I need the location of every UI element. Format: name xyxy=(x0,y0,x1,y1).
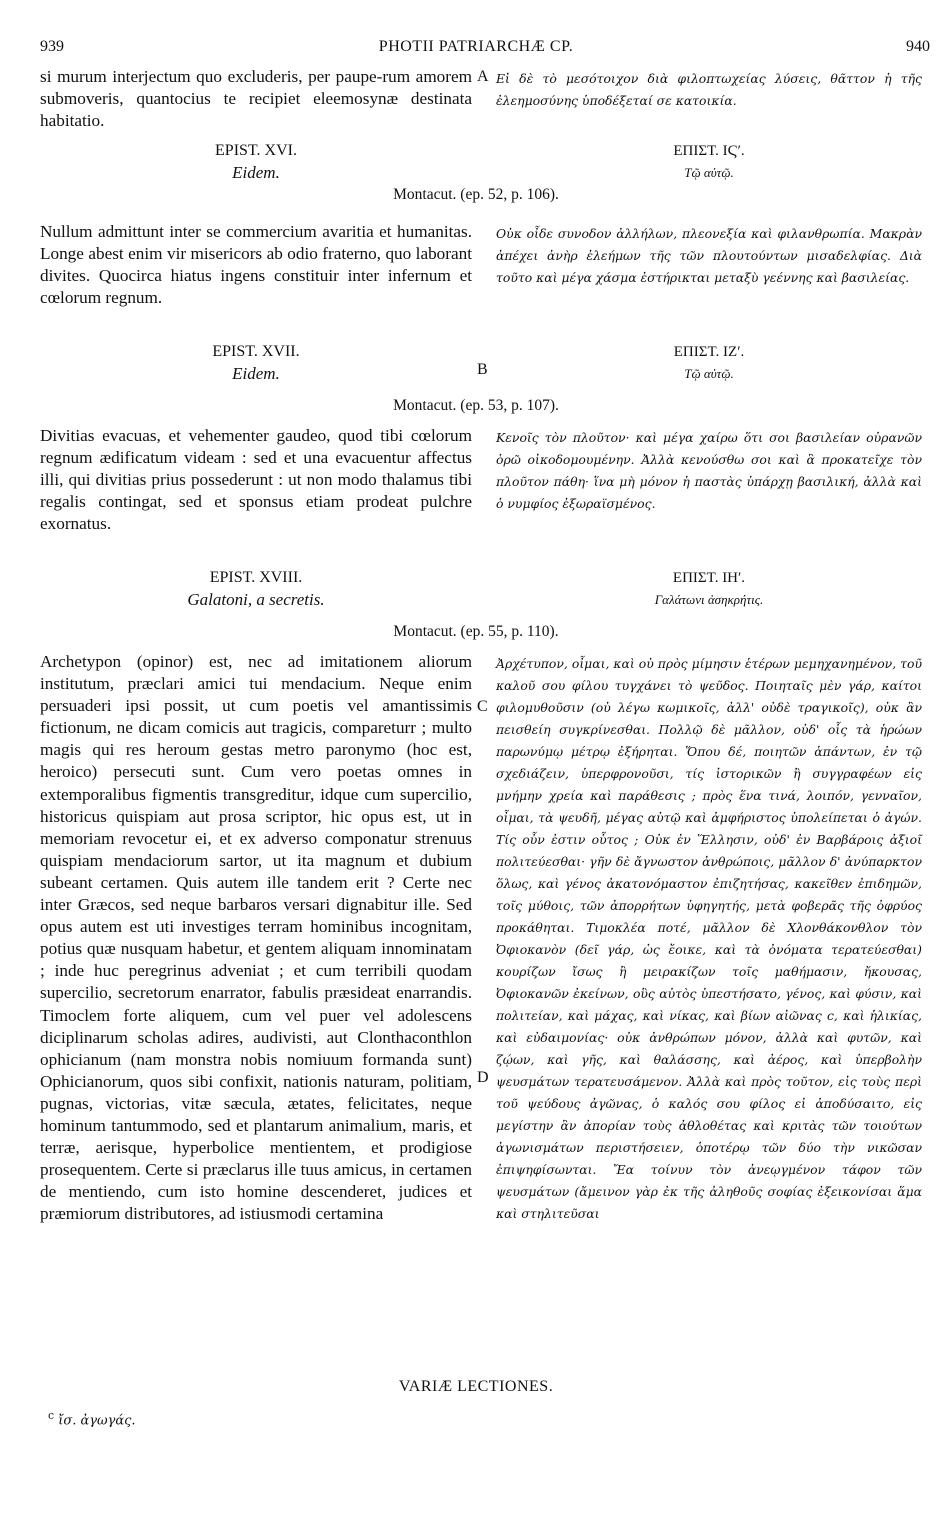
greek-passage-xvii xyxy=(496,427,922,515)
epistle-addressee-latin: Eidem. xyxy=(232,364,280,383)
epistle-addressee-greek: Τῷ αὐτῷ. xyxy=(684,366,734,381)
source-reference: Montacut. (ep. 52, p. 106). xyxy=(393,186,559,203)
greek-passage-continuation xyxy=(496,68,922,112)
latin-passage-continuation xyxy=(40,66,472,132)
latin-text: Divitias evacuas, et vehementer gaudeo, quod tibi cœlorum regnum ædificatum videam : sed et una evacuentur affectus illi, qui divitias prius possederunt : ut non modo thalamus tibi regalis contingat, sed et sponsus etiam prodeat pulchre exornatus. xyxy=(40,426,472,534)
margin-letter-d: D xyxy=(477,1069,489,1086)
footnote xyxy=(48,1409,136,1428)
epistle-heading-greek: ΕΠΙΣΤ. ΙΖʹ. xyxy=(673,344,745,360)
page-number-left: 939 xyxy=(40,38,64,55)
latin-text: si murum interjectum quo excluderis, per paupe-rum amorem submoveris, quantocius te recipiet eleemosynæ destinata habitatio. xyxy=(40,67,472,131)
latin-text: Nullum admittunt inter se commercium avaritia et humanitas. Longe abest enim vir misericors ab odio fraterno, quo laborant divites. Quocirca hiatus ingens constituir inter infernum et cœlorum regnum. xyxy=(40,222,472,308)
epistle-heading-greek: ΕΠΙΣΤ. ΙΗʹ. xyxy=(672,570,746,586)
latin-passage-xvii xyxy=(40,425,472,535)
running-title: PHOTII PATRIARCHÆ CP. xyxy=(378,38,574,55)
epistle-heading-greek: ΕΠΙΣΤ. ΙϚʹ. xyxy=(673,143,745,159)
latin-passage-xviii xyxy=(40,651,472,1225)
epistle-heading-latin: EPIST. XVI. xyxy=(215,142,297,159)
source-reference: Montacut. (ep. 53, p. 107). xyxy=(393,397,559,414)
greek-text: Οὐκ οἶδε συνοδον ἀλλήλων, πλεονεξία καὶ φιλανθρωπία. Μακρὰν ἀπέχει ἀνὴρ ἐλεήμων τῆς τῶν πλουτούντων μισαδελφίας. Διὰ τοῦτο καὶ μέγα χάσμα ἐστήρικται μεταξὺ γεέννης καὶ βασιλείας. xyxy=(496,226,922,285)
epistle-addressee-greek: Γαλάτωνι ἀσηκρήτις. xyxy=(654,592,764,607)
greek-passage-xvi xyxy=(496,223,922,289)
margin-letter-c: C xyxy=(477,698,488,715)
variae-lectiones-heading: VARIÆ LECTIONES. xyxy=(398,1378,554,1395)
greek-text: Ἀρχέτυπον, οἶμαι, καὶ οὐ πρὸς μίμησιν ἑτέρων μεμηχανημένον, τοῦ καλοῦ σου φίλου τυγχάνει τὸ ψεῦδος. Ποιηταῖς μὲν γάρ, καίτοι φιλομυθοῦσιν (οὐ λέγω κωμικοῖς, ἀλλ' οὐδὲ τραγικοῖς), οὐκ ἂν πεισθείη συγκρίνεσθαι. Πολλῷ δὲ μᾶλλον, οὐδ' οἷς τὰ ἡρώων παρωνύμῳ μέτρῳ ἐξήρηται. Ὅπου δέ, ποιητῶν ἁπάντων, ἐν τῷ σχεδιάζειν, ὑπερφρονοῦσι, τίς ἱστορικῶν ἢ συγγραφέων εἰς μνήμην χρεία καὶ παράθεσις ; πρὸς ἕνα τινά, λοιπόν, γενναῖον, οἶμαι, τὰ ψευδῆ, μέγας αὐτῷ καὶ ἀμφήριστος ὑπολείπεται ὁ ἀγών. Τίς οὖν ἐστιν οὗτος ; Οὐκ ἐν Ἕλλησιν, οὐδ' ἐν Βαρβάροις ἀξιοῖ πολιτεύεσθαι· γῆν δὲ ἄγνωστον ἀνθρώποις, μᾶλλον δ' ἀνύπαρκτον ὅλως, καὶ γένος ἀκατονόμαστον ἐπιζητήσας, κακεῖθεν ἐπιδημῶν, τοῖς μύθοις, τῶν ἀπορρήτων ὑφηγητής, μετὰ φοβερᾶς τῆς ὀφρύος προκάθηται. Τιμοκλέα ποτέ, μᾶλλον δὲ Χλονθάκονθλον τὸν Ὀφιοκανὸν (δεῖ γάρ, ὡς ἔοικε, καὶ τὰ ὀνόματα τερατεύεσθαι) κουρίζων ἴσως ἢ μειρακίζων τοῖς μαθήμασιν, ἤκουσας, Ὀφιοκανῶν ἐκείνων, οὓς αὐτὸς ὑπεστήσατο, γένος, καὶ φύσιν, καὶ πολιτείαν, καὶ μάχας, καὶ νίκας, καὶ βίων αἰῶνας c, καὶ ἡλικίας, καὶ εὐδαιμονίας· οὐκ ἀνθρώπων μόνον, ἀλλὰ καὶ φυτῶν, καὶ ζῴων, καὶ γῆς, καὶ θαλάσσης, καὶ ἀέρος, καὶ ὑπερβολὴν ψευσμάτων τερατευσάμενον. Ἀλλὰ καὶ πρὸς τοῦτον, εἰς τοὺς περὶ τοῦ ψεύδους ἀγῶνας, ὁ καλός σου φίλος εἰ ἀποδύσαιτο, εἰς μεγίστην ἂν ἀπορίαν τοὺς ἀθλοθέτας καὶ κριτὰς τῶν τοιούτων ἀγωνισμάτων περιστήσειεν, ὁποτέρῳ τῶν δύο τὴν νικῶσαν ἐπιψηφίσωνται. Ἔα τοίνυν τὸν ἀνεῳγμένον τάφον τῶν ψευσμάτων (ἄμεινον γὰρ ἐκ τῆς ἀληθοῦς σοφίας ἐξεικονίσαι ἅμα καὶ στηλιτεῦσαι xyxy=(496,656,922,1221)
page-number-right: 940 xyxy=(906,38,930,55)
epistle-addressee-latin: Eidem. xyxy=(232,163,280,182)
greek-text: Κενοῖς τὸν πλοῦτον· καὶ μέγα χαίρω ὅτι σοι βασιλείαν οὐρανῶν ὁρῶ οἰκοδομουμένην. Ἀλλὰ κενούσθω σοι καὶ ἃ προκατεῖχε τὸν πλοῦτον πάθη· ἵνα μὴ μόνον ἡ παστὰς ὑπάρχῃ βασιλική, ἀλλὰ καὶ ὁ νυμφίος ἐξωραϊσμένος. xyxy=(496,430,922,511)
latin-passage-xvi xyxy=(40,221,472,309)
latin-text: Archetypon (opinor) est, nec ad imitationem aliorum institutum, præclari amici tui mendacium. Neque enim persuaderi ipsi possit, ut cum poetis vel amantissimis fictionum, ne dicam comicis aut tragicis, compareturr ; multo magis qui res heroum gestas metro paronymo (hoc est, heroico) persecuti sunt. Cum vero poetas omnes in extemporalibus figmentis transgreditur, idque cum supercilio, historicus quispiam aut prosa scriptor, hic opus est, ut in memoriam revocetur ei, et ex adverso componatur strenuus quispiam mendaciorum sartor, ut ita magnum et dubium subeant certamen. Quis autem ille tandem erit ? Certe nec inter Græcos, sed neque barbaros versari dignabitur ille. Sed opus autem est uti investiges terram hominibus incognitam, potius quæ nusquam habetur, et gentem aliquam innominatam ; inde huc peregrinus adveniat ; et cum terribili quodam supercilio, secretorum enarrator, fabulis præsideat enarrandis. Timoclem forte aliquem, cum vel puer vel adolescens diciplinarum scholas adires, audivisti, aut Clonthaconthlon ophicianum (nam monstra nobis nomiuum formanda sunt) Ophicianorum, quos sibi confixit, nationis naturam, politiam, pugnas, victorias, vitæ sæcula, ætates, felicitates, neque hominum tantummodo, sed et plantarum animalium, maris, et terræ, aerisque, hyperbolice mentientem, et prodigiose prosequentem. Certe si præclarus ille tuus amicus, in certamen de mentiendo, cum isto homine descenderet, judices et præmiorum distributores, ad istiusmodi certamina xyxy=(40,652,472,1224)
source-reference: Montacut. (ep. 55, p. 110). xyxy=(393,623,559,640)
epistle-addressee-greek: Τῷ αὐτῷ. xyxy=(684,165,734,180)
epistle-heading-latin: EPIST. XVIII. xyxy=(209,569,303,586)
footnote-text: ἴσ. ἀγωγάς. xyxy=(58,1413,136,1429)
greek-passage-xviii xyxy=(496,653,922,1225)
epistle-addressee-latin: Galatoni, a secretis. xyxy=(187,590,325,609)
greek-text: Εἰ δὲ τὸ μεσότοιχον διὰ φιλοπτωχείας λύσεις, θᾶττον ἡ τῆς ἐλεημοσύνης ὑποδέξεταί σε κατοικία. xyxy=(496,71,922,108)
footnote-mark: c xyxy=(48,1409,55,1422)
margin-letter-a: A xyxy=(477,68,489,85)
epistle-heading-latin: EPIST. XVII. xyxy=(212,343,300,360)
margin-letter-b: B xyxy=(477,361,488,378)
